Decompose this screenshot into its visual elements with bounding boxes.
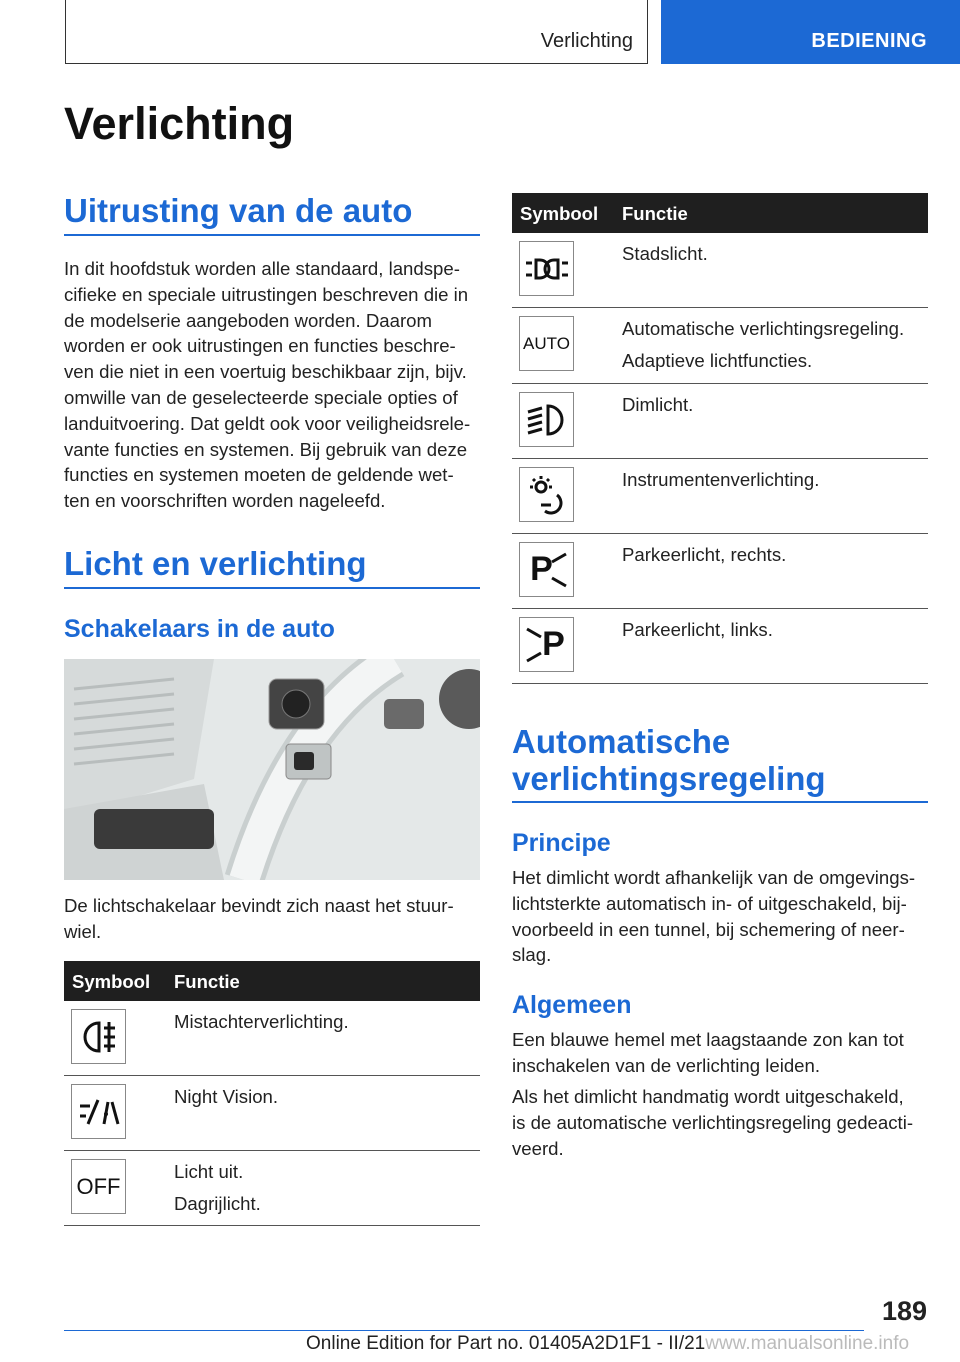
table-row <box>512 609 928 684</box>
table-header <box>512 193 928 233</box>
column-header-function: Functie <box>174 971 240 992</box>
principe-paragraph: Het dimlicht wordt afhankelijk van de omgevings‐ lichtsterkte automatisch in- of uitgeschakeld, bij‐ voorbeeld in een tunnel, bij schemering of neer‐ slag. <box>512 867 916 966</box>
table-row <box>64 1001 480 1076</box>
symbol-table-right <box>512 193 928 684</box>
column-header-symbol: Symbool <box>520 203 599 224</box>
function-text: Automatische verlichtingsregeling. Adaptieve lichtfuncties. <box>622 318 905 371</box>
function-text: Mistachterverlichting. <box>174 1011 349 1032</box>
column-header-function: Functie <box>622 203 688 224</box>
header-section-title: Verlichting <box>540 30 633 52</box>
header-chapter-title: BEDIENING <box>811 30 927 52</box>
table-row <box>512 384 928 459</box>
page-number: 189 <box>881 1296 927 1326</box>
dashboard-image <box>64 659 480 880</box>
table-row <box>64 1076 480 1151</box>
section-rule <box>64 587 480 589</box>
algemeen-paragraph-1: Een blauwe hemel met laagstaande zon kan tot inschakelen van de verlichting leiden. <box>512 1029 904 1076</box>
off-icon: OFF <box>71 1159 126 1214</box>
function-text: Parkeerlicht, links. <box>622 619 773 640</box>
algemeen-paragraph-2: Als het dimlicht handmatig wordt uitgeschakeld, is de automatische verlichtingsregeling gedeacti‐ veerd. <box>512 1086 914 1159</box>
low-beam-icon <box>519 392 574 447</box>
table-row <box>512 534 928 609</box>
function-text: Instrumentenverlichting. <box>622 469 820 490</box>
parking-light-right-icon: P <box>519 542 574 597</box>
image-caption: De lichtschakelaar bevindt zich naast het stuur‐ wiel. <box>64 895 454 942</box>
section-title-uitrusting: Uitrusting van de auto <box>64 192 413 229</box>
night-vision-icon <box>71 1084 126 1139</box>
header-section-box <box>65 0 648 64</box>
table-row <box>512 233 928 308</box>
instrument-lighting-icon <box>519 467 574 522</box>
subsection-title-schakelaars: Schakelaars in de auto <box>64 615 335 643</box>
section-title-licht: Licht en verlichting <box>64 545 367 582</box>
symbol-table-left <box>64 961 480 1226</box>
table-row <box>64 1151 480 1226</box>
section-title-automatische: Automatische verlichtingsregeling <box>512 723 826 797</box>
header-chapter-tab <box>661 0 960 64</box>
function-text: Night Vision. <box>174 1086 279 1107</box>
function-text: Licht uit. Dagrijlicht. <box>174 1161 261 1214</box>
table-row <box>512 459 928 534</box>
footer-edition: Online Edition for Part no. 01405A2D1F1 - II/21www.manualsonline.info <box>306 1333 910 1354</box>
subsection-title-principe: Principe <box>512 829 611 857</box>
side-lights-icon <box>519 241 574 296</box>
section-rule <box>512 801 928 803</box>
function-text: Parkeerlicht, rechts. <box>622 544 787 565</box>
footer-rule <box>64 1330 864 1331</box>
parking-light-left-icon: P <box>519 617 574 672</box>
page-title: Verlichting <box>64 98 295 149</box>
fog-light-icon <box>71 1009 126 1064</box>
column-header-symbol: Symbool <box>72 971 151 992</box>
intro-paragraph: In dit hoofdstuk worden alle standaard, landspe‐ cifieke en speciale uitrustingen beschreven die in de modelserie aangeboden worden. Daarom worden er ook uitrustingen en functies beschre‐ ven die niet in een voertuig beschikbaar zijn, bijv. omwille van de geselecteerde speciale opties of landuitvoering. Dat geldt ook voor veiligheidsrele‐ vante functies en systemen. Bij gebruik van deze functies en systemen moeten de geldende wet‐ ten en voorschriften worden nageleefd. <box>64 258 471 512</box>
function-text: Stadslicht. <box>622 243 708 264</box>
function-text: Dimlicht. <box>622 394 694 415</box>
footer-watermark: www.manualsonline.info <box>705 1333 910 1354</box>
table-header <box>64 961 480 1001</box>
subsection-title-algemeen: Algemeen <box>512 991 632 1019</box>
table-row <box>512 308 928 384</box>
auto-icon: AUTO <box>519 316 574 371</box>
section-rule <box>64 234 480 236</box>
